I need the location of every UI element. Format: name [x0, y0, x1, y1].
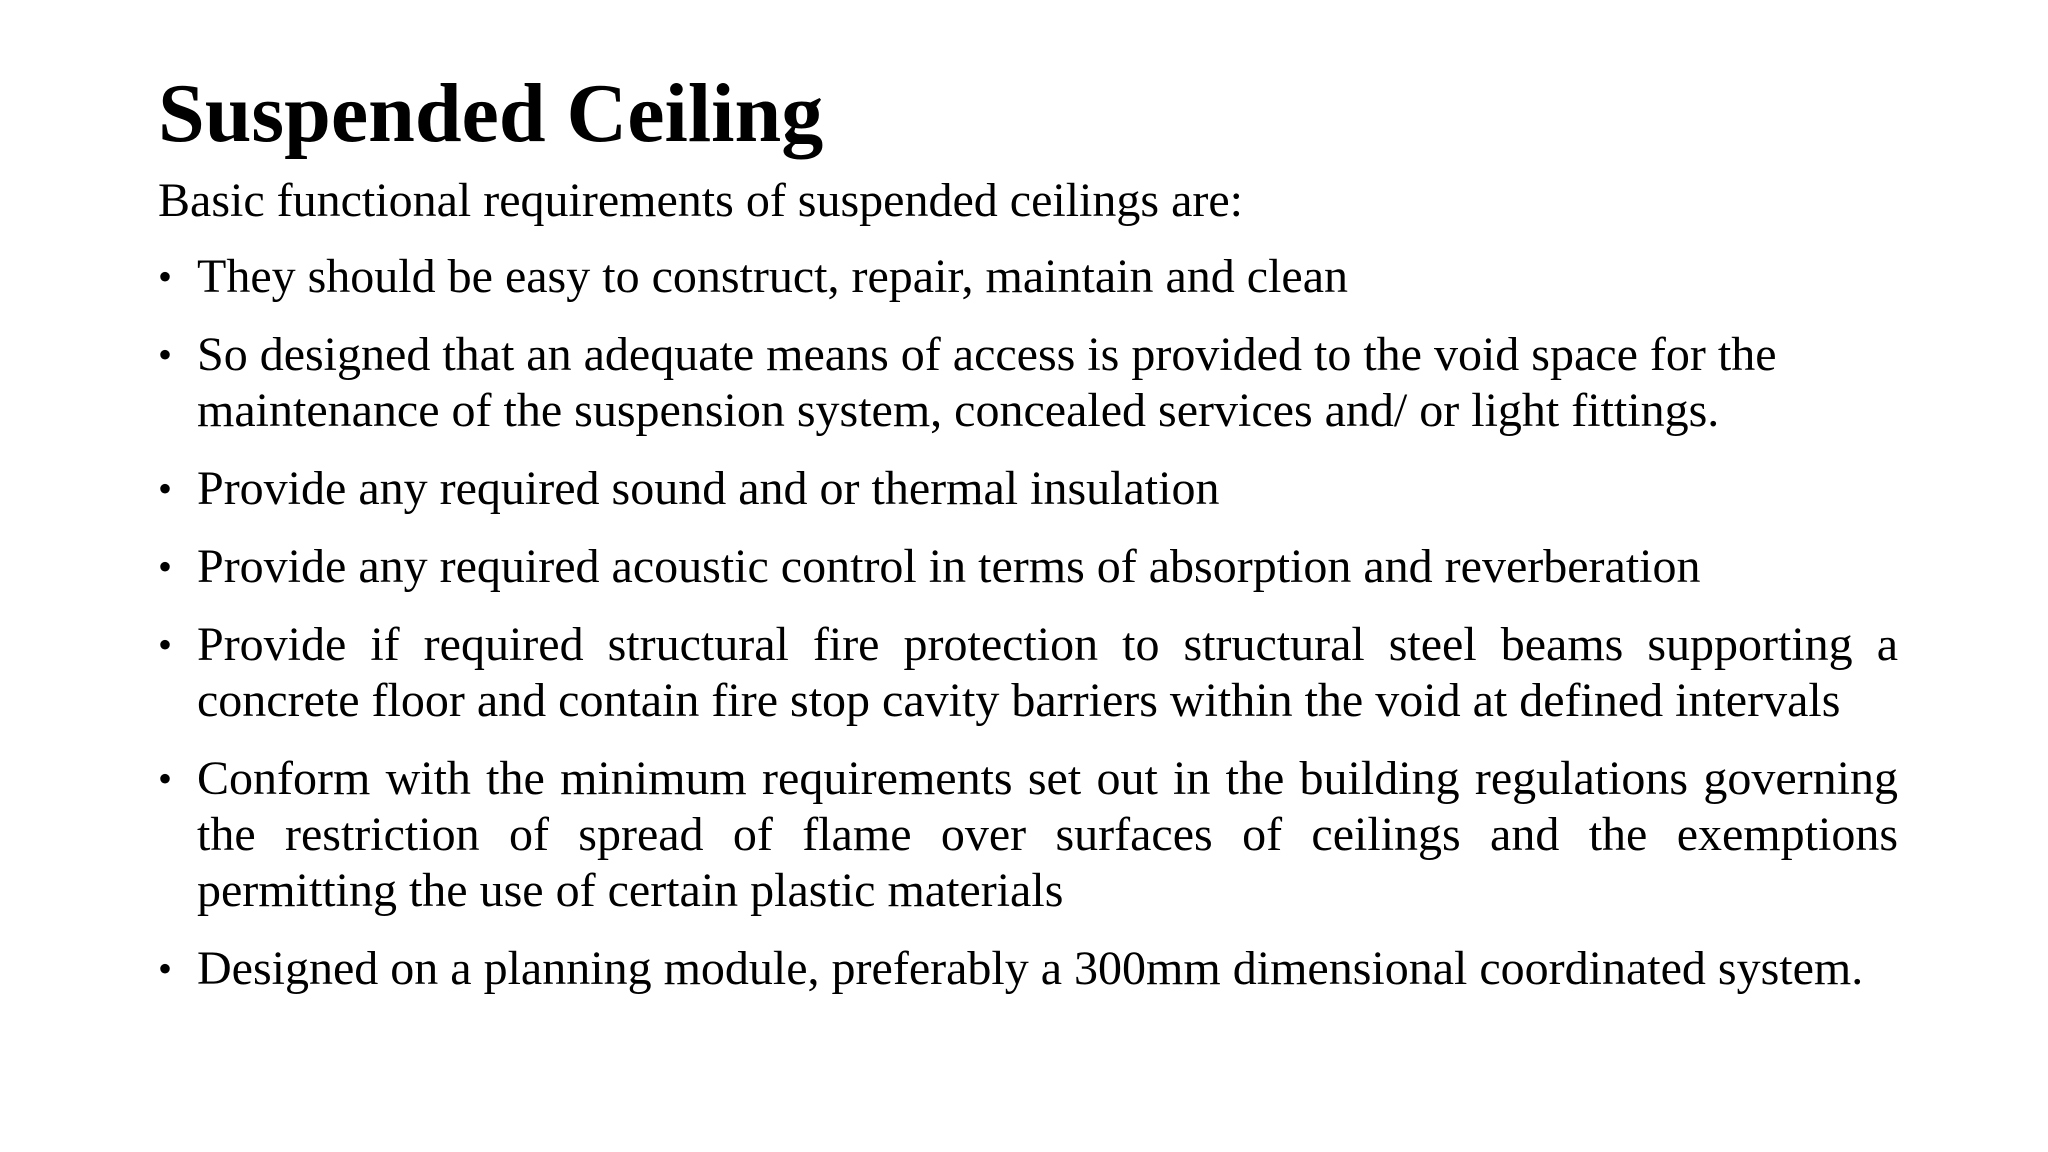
list-item: [158, 941, 1898, 997]
list-item-text: Provide if required structural fire protection to structural steel beams supporting a concrete floor and contain fire stop cavity barriers within the void at defined intervals: [197, 618, 1898, 727]
bullet-icon: •: [158, 622, 173, 667]
list-item-text: Provide any required sound and or thermal insulation: [197, 462, 1220, 515]
bullet-icon: •: [158, 544, 173, 589]
intro-text: Basic functional requirements of suspended ceilings are:: [158, 174, 1243, 227]
list-item: [158, 327, 1898, 439]
bullet-icon: •: [158, 466, 173, 511]
bullet-icon: •: [158, 332, 173, 377]
list-item-text: Conform with the minimum requirements set out in the building regulations governing the restriction of spread of flame over surfaces of ceilings and the exemptions permitting the use of certain plastic materials: [197, 752, 1898, 917]
list-item-text: Designed on a planning module, preferably a 300mm dimensional coordinated system.: [197, 942, 1864, 995]
bullet-icon: •: [158, 946, 173, 991]
requirements-list: [158, 249, 1898, 1019]
bullet-icon: •: [158, 756, 173, 801]
list-item: [158, 751, 1898, 919]
list-item: [158, 539, 1898, 595]
list-item-text: They should be easy to construct, repair, maintain and clean: [197, 250, 1349, 303]
list-item: [158, 617, 1898, 729]
bullet-icon: •: [158, 254, 173, 299]
list-item: [158, 461, 1898, 517]
list-item-text: So designed that an adequate means of access is provided to the void space for the maintenance of the suspension system, concealed services and/ or light fittings.: [197, 328, 1777, 437]
slide-title: Suspended Ceiling: [158, 67, 824, 160]
list-item: [158, 249, 1898, 305]
list-item-text: Provide any required acoustic control in terms of absorption and reverberation: [197, 540, 1701, 593]
